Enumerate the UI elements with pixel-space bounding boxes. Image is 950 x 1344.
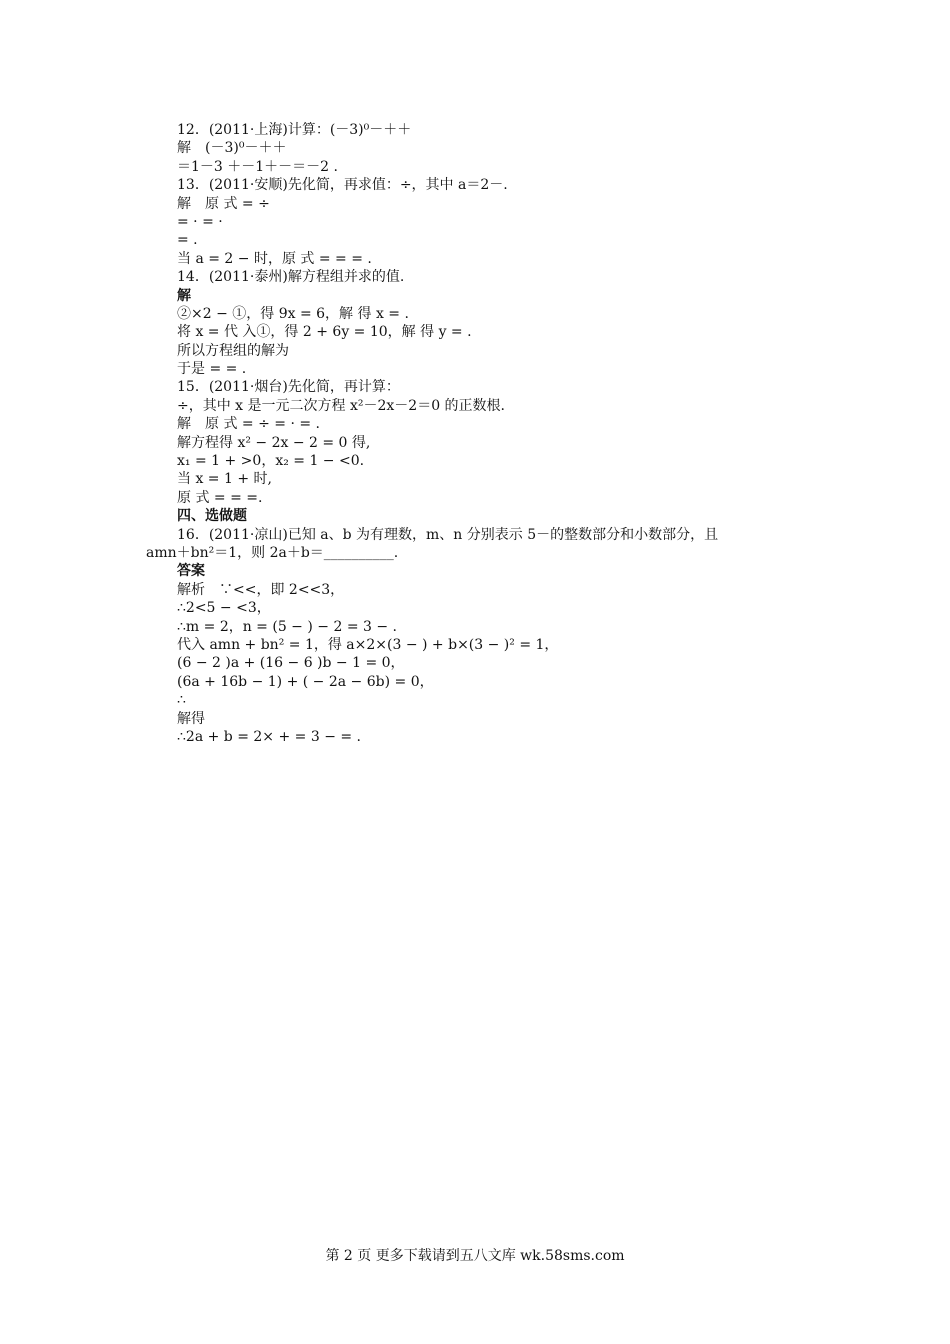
document-body [146, 121, 817, 746]
text-line: 解得 [177, 710, 205, 727]
text-line: 解方程得 x² − 2x − 2 = 0 得, [177, 434, 371, 451]
text-line: 代入 amn + bn² = 1，得 a×2×(3 − ) + b×(3 − )² = 1， [177, 636, 559, 653]
text-line: 于是 = = . [177, 361, 247, 378]
text-line: 当 x = 1 + 时, [177, 471, 272, 488]
text-line: 解析 ∵<<，即 2<<3， [177, 581, 345, 598]
text-line: ∴2a + b = 2× + = 3 − = . [177, 728, 362, 745]
text-line: 当 a = 2 − 时，原 式 = = = . [177, 250, 372, 267]
section-heading: 四、选做题 [177, 508, 247, 525]
text-line: ÷，其中 x 是一元二次方程 x²－2x－2＝0 的正数根. [177, 397, 506, 414]
text-line: 解 原 式 = ÷ [177, 195, 270, 212]
text-line: ＝1－3 ＋－1＋－＝－2 . [177, 158, 338, 175]
text-line: 所以方程组的解为 [177, 342, 289, 359]
text-line: 14．(2011·泰州)解方程组并求的值. [177, 269, 405, 286]
text-line: amn＋bn²＝1，则 2a＋b＝__________. [146, 544, 399, 561]
text-line: = . [177, 232, 198, 249]
text-line: ②×2 − ①，得 9x = 6，解 得 x = . [177, 305, 409, 322]
text-line: 将 x = 代 入①，得 2 + 6y = 10，解 得 y = . [177, 324, 472, 341]
text-line: = · = · [177, 213, 223, 230]
text-line: ∴ [177, 692, 186, 709]
text-line: 15．(2011·烟台)先化简，再计算： [177, 379, 400, 396]
text-line: (6 − 2 )a + (16 − 6 )b − 1 = 0， [177, 655, 405, 672]
text-line: 13．(2011·安顺)先化简，再求值：÷，其中 a＝2－. [177, 177, 508, 194]
text-line: ∴m = 2，n = (5 − ) − 2 = 3 − . [177, 618, 397, 635]
section-heading: 解 [177, 287, 191, 304]
section-heading: 答案 [177, 563, 205, 580]
text-line: (6a + 16b − 1) + ( − 2a − 6b) = 0， [177, 673, 434, 690]
text-line: 解 (－3)⁰－＋＋ [177, 140, 287, 157]
page-footer: 第 2 页 更多下载请到五八文库 wk.58sms.com [325, 1248, 625, 1264]
text-line: ∴2<5 − <3， [177, 600, 271, 617]
text-line: x₁ = 1 + >0，x₂ = 1 − <0. [177, 453, 365, 470]
text-line: 12．(2011·上海)计算：(－3)⁰－＋＋ [177, 122, 412, 138]
text-line: 16．(2011·凉山)已知 a、b 为有理数，m、n 分别表示 5－的整数部分和小数部分，且 [177, 526, 719, 543]
text-line: 原 式 = = =. [177, 489, 263, 506]
text-line: 解 原 式 = ÷ = · = . [177, 416, 320, 433]
